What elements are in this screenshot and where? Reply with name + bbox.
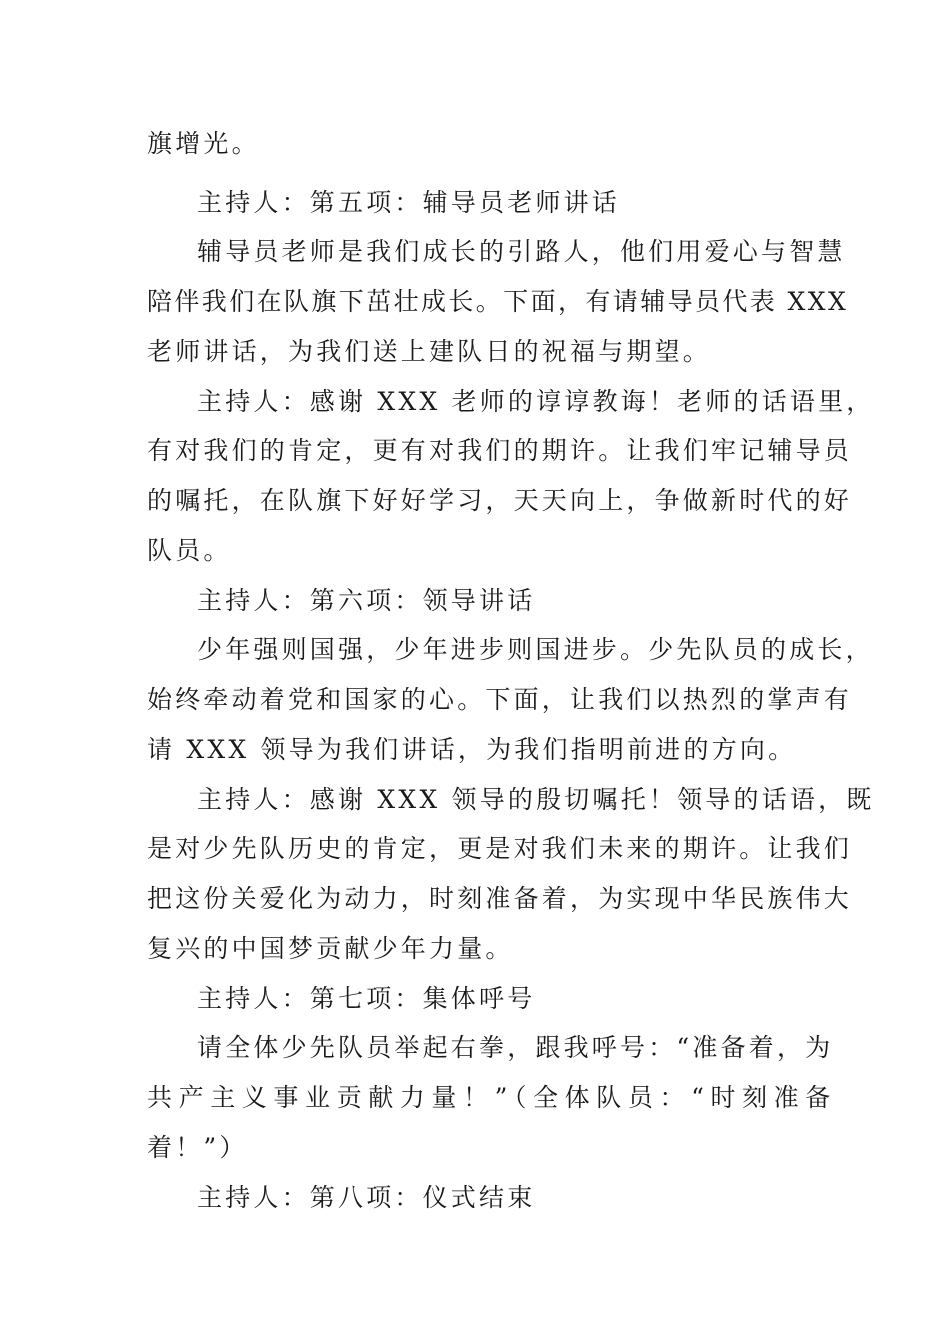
text-line: 队员。	[147, 536, 232, 565]
text-line: 共产主义事业贡献力量！”（全体队员：“时刻准备	[147, 1083, 837, 1112]
text-line: 是对少先队历史的肯定，更是对我们未来的期许。让我们	[147, 834, 853, 863]
host-line-thanks-leader: 主持人：感谢 XXX 领导的殷切嘱托！领导的话语，既	[197, 785, 875, 814]
host-line-thanks-teacher: 主持人：感谢 XXX 老师的谆谆教诲！老师的话语里，	[197, 387, 875, 416]
text-line: 旗增光。	[147, 129, 260, 158]
host-line-item-5: 主持人：第五项：辅导员老师讲话	[197, 188, 621, 217]
text-line: 把这份关爱化为动力，时刻准备着，为实现中华民族伟大	[147, 884, 853, 913]
text-line: 复兴的中国梦贡献少年力量。	[147, 934, 514, 963]
text-line: 的嘱托，在队旗下好好学习，天天向上，争做新时代的好	[147, 486, 853, 515]
text-line: 有对我们的肯定，更有对我们的期许。让我们牢记辅导员	[147, 436, 853, 465]
text-line: 着！”）	[147, 1133, 248, 1162]
text-line: 始终牵动着党和国家的心。下面，让我们以热烈的掌声有	[147, 685, 853, 714]
text-line: 陪伴我们在队旗下茁壮成长。下面，有请辅导员代表 XXX	[147, 287, 849, 316]
text-line: 老师讲话，为我们送上建队日的祝福与期望。	[147, 337, 712, 366]
text-line: 辅导员老师是我们成长的引路人，他们用爱心与智慧	[197, 237, 846, 266]
host-line-item-6: 主持人：第六项：领导讲话	[197, 586, 536, 615]
text-line: 请全体少先队员举起右拳，跟我呼号：“准备着，为	[197, 1033, 834, 1062]
host-line-item-7: 主持人：第七项：集体呼号	[197, 984, 536, 1013]
text-line: 请 XXX 领导为我们讲话，为我们指明前进的方向。	[147, 735, 797, 764]
host-line-item-8: 主持人：第八项：仪式结束	[197, 1183, 536, 1212]
text-line: 少年强则国强，少年进步则国进步。少先队员的成长，	[197, 635, 874, 664]
